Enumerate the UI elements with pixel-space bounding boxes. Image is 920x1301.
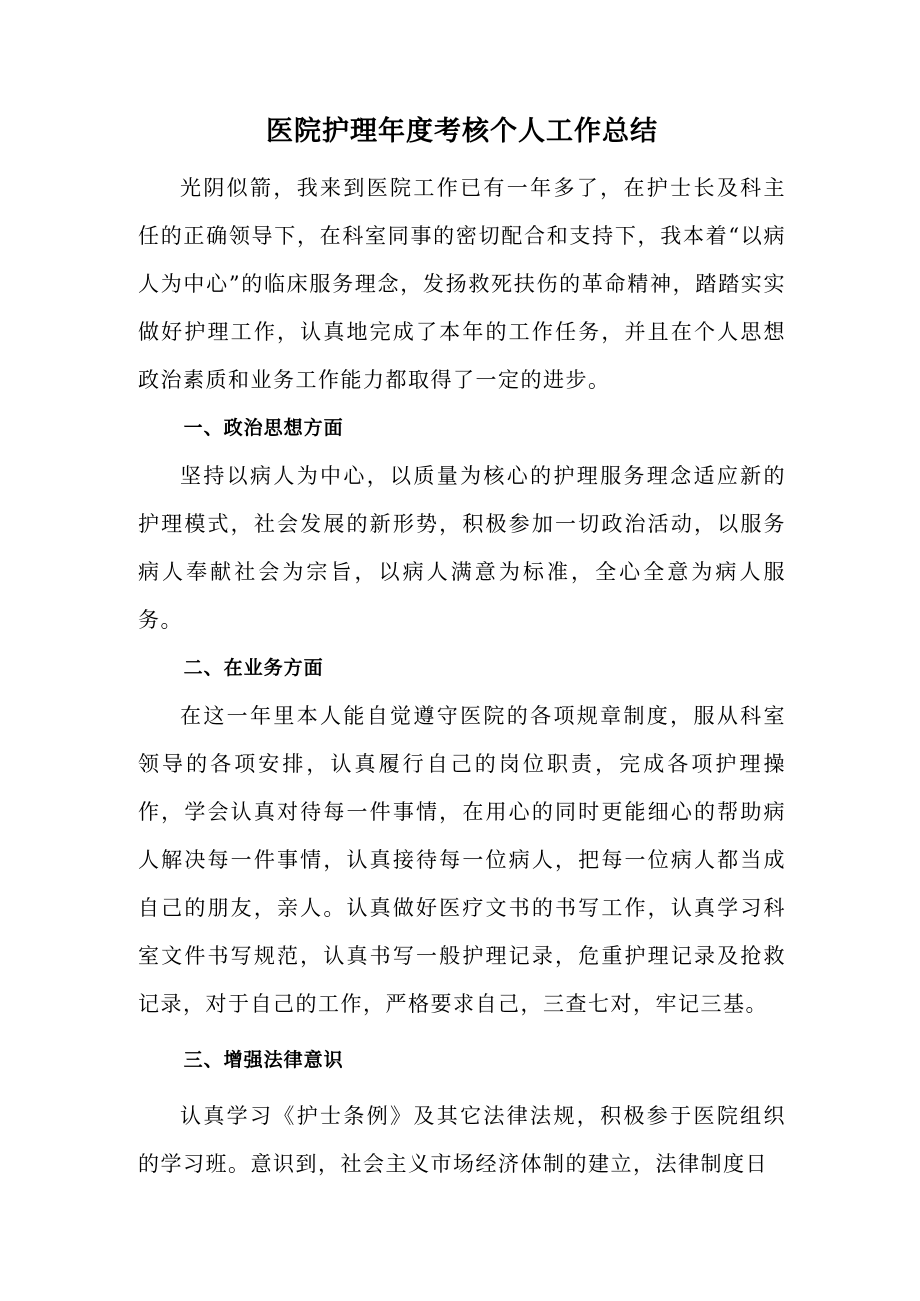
section-body-politics: 坚持以病人为中心，以质量为核心的护理服务理念适应新的护理模式，社会发展的新形势，积极参加一切政治活动，以服务病人奉献社会为宗旨，以病人满意为标准，全心全意为病人服务。 [138, 464, 786, 632]
section-heading-business: 二、在业务方面 [183, 657, 324, 679]
document-title: 医院护理年度考核个人工作总结 [266, 116, 658, 147]
document-page [138, 112, 786, 1188]
intro-paragraph: 光阴似箭，我来到医院工作已有一年多了，在护士长及科主任的正确领导下，在科室同事的密切配合和支持下，我本着“以病人为中心”的临床服务理念，发扬救死扶伤的革命精神，踏踏实实做好护理工作，认真地完成了本年的工作任务，并且在个人思想政治素质和业务工作能力都取得了一定的进步。 [138, 176, 786, 392]
section-heading-law: 三、增强法律意识 [183, 1049, 344, 1071]
section-body-law: 认真学习《护士条例》及其它法律法规，积极参于医院组织的学习班。意识到，社会主义市场经济体制的建立，法律制度日 [138, 1104, 786, 1176]
section-body-business: 在这一年里本人能自觉遵守医院的各项规章制度，服从科室领导的各项安排，认真履行自己的岗位职责，完成各项护理操作，学会认真对待每一件事情，在用心的同时更能细心的帮助病人解决每一件事情，认真接待每一位病人，把每一位病人都当成自己的朋友，亲人。认真做好医疗文书的书写工作，认真学习科室文件书写规范，认真书写一般护理记录，危重护理记录及抢救记录，对于自己的工作，严格要求自己，三查七对，牢记三基。 [138, 704, 786, 1016]
section-heading-politics: 一、政治思想方面 [183, 417, 344, 439]
